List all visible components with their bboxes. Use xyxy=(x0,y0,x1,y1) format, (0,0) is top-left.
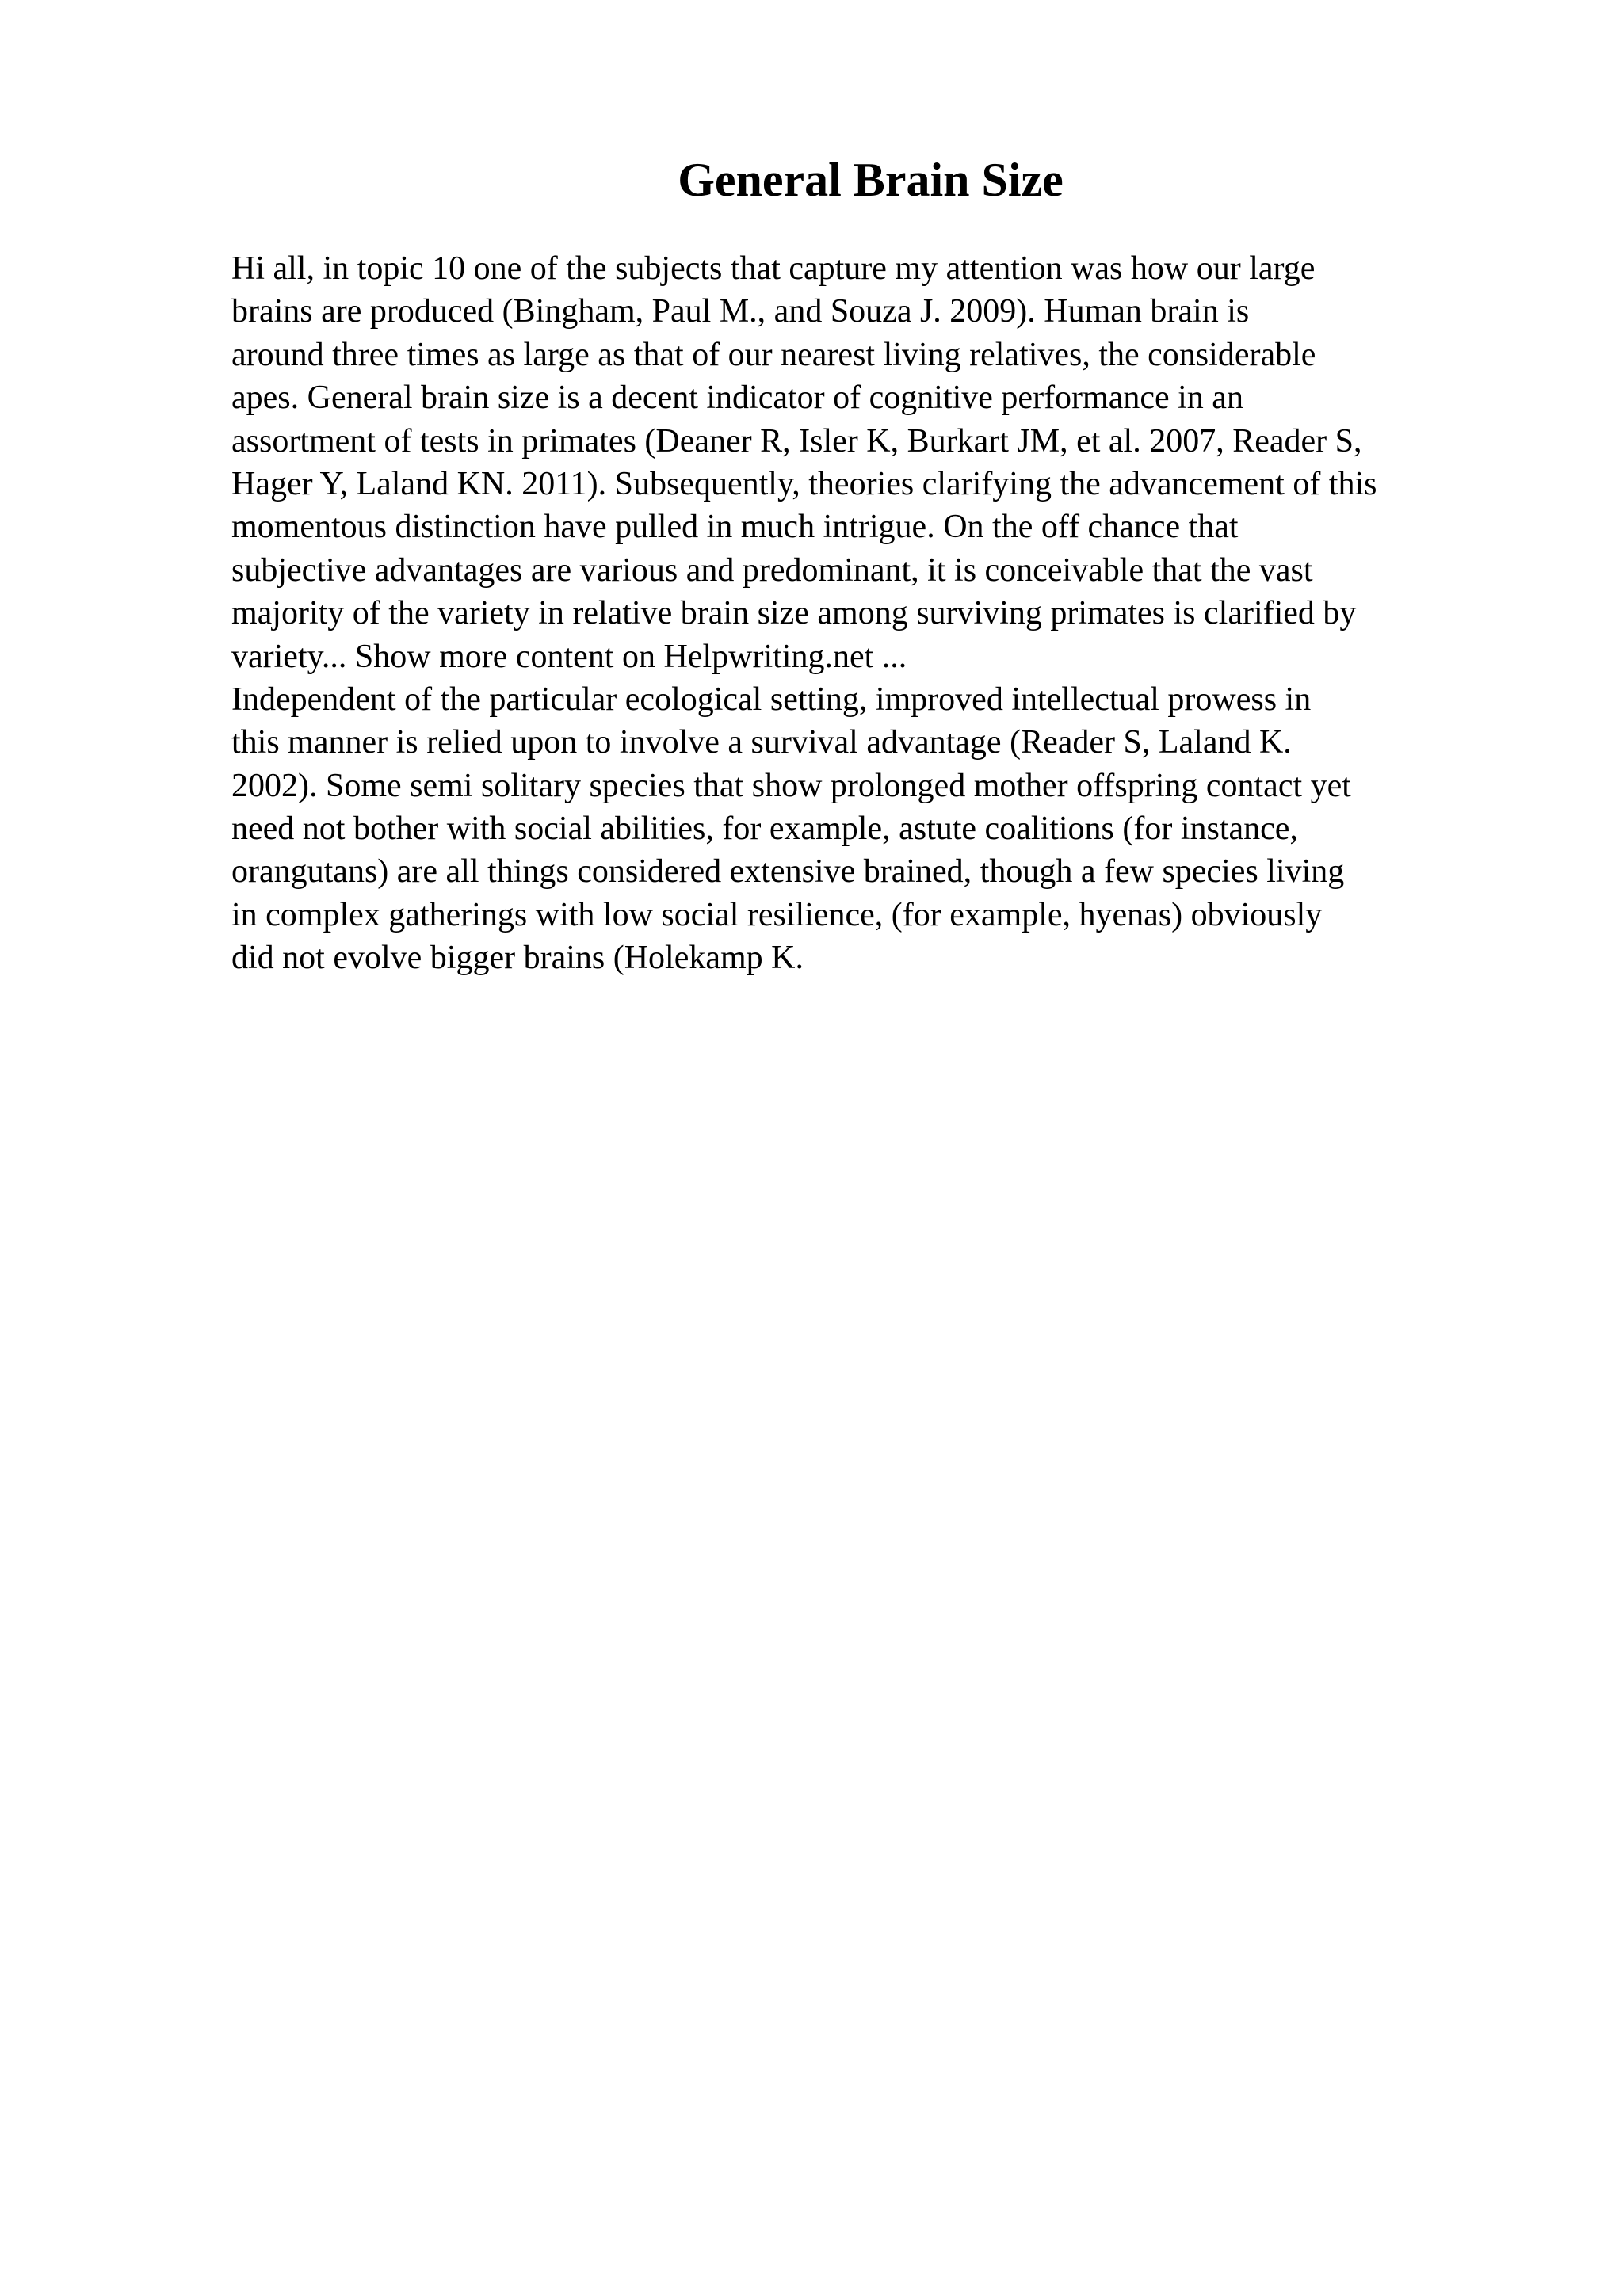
text-line: majority of the variety in relative brain size among surviving primates is clarified by xyxy=(231,595,1357,632)
text-line: Independent of the particular ecological setting, improved intellectual prowess in xyxy=(231,681,1312,718)
text-line: brains are produced (Bingham, Paul M., and Souza J. 2009). Human brain is xyxy=(231,293,1250,330)
text-line: apes. General brain size is a decent indicator of cognitive performance in an xyxy=(231,379,1243,417)
text-line: variety... Show more content on Helpwriting.net ... xyxy=(231,638,907,675)
text-line: did not evolve bigger brains (Holekamp K. xyxy=(231,940,804,977)
page-title: General Brain Size xyxy=(678,154,1064,206)
text-line: assortment of tests in primates (Deaner R, Isler K, Burkart JM, et al. 2007, Reader S, xyxy=(231,422,1362,460)
text-line: around three times as large as that of our nearest living relatives, the considerable xyxy=(231,336,1316,373)
text-line: Hi all, in topic 10 one of the subjects that capture my attention was how our large xyxy=(231,250,1316,287)
text-line: Hager Y, Laland KN. 2011). Subsequently, theories clarifying the advancement of this xyxy=(231,465,1377,502)
text-line: momentous distinction have pulled in much intrigue. On the off chance that xyxy=(231,509,1239,546)
text-line: 2002). Some semi solitary species that show prolonged mother offspring contact yet xyxy=(231,767,1351,804)
text-line: orangutans) are all things considered extensive brained, though a few species living xyxy=(231,853,1345,891)
body-text xyxy=(231,247,1594,980)
text-line: in complex gatherings with low social resilience, (for example, hyenas) obviously xyxy=(231,896,1323,933)
text-line: this manner is relied upon to involve a survival advantage (Reader S, Laland K. xyxy=(231,724,1292,761)
text-line: subjective advantages are various and predominant, it is conceivable that the vast xyxy=(231,551,1313,589)
text-line: need not bother with social abilities, for example, astute coalitions (for instance, xyxy=(231,810,1298,848)
